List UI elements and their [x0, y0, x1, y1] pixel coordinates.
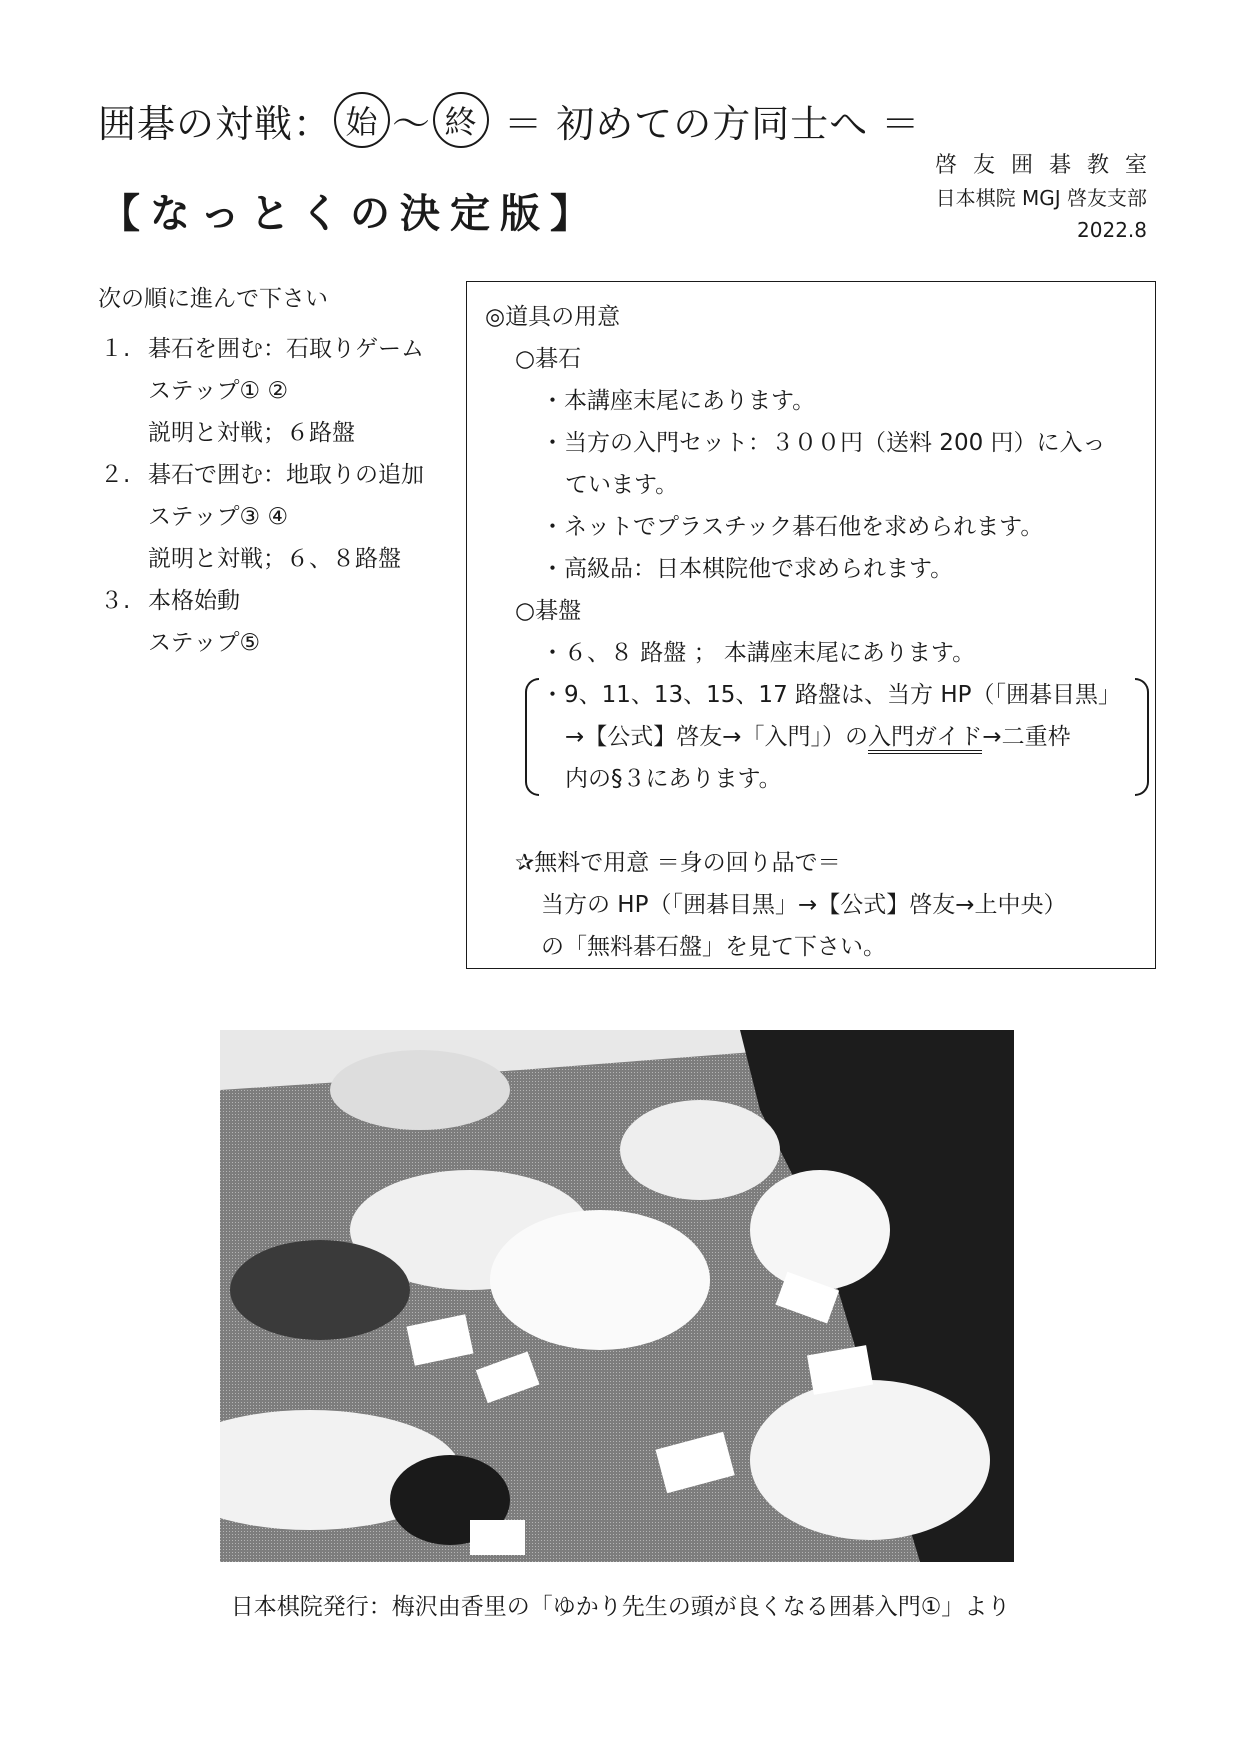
stones-item: ・本講座末尾にあります。 — [541, 388, 816, 414]
tools-box — [466, 281, 1156, 969]
board-note-text: →二重枠 — [982, 724, 1071, 750]
step-2-sub2: 説明と対戦；６、８路盤 — [148, 546, 401, 572]
free-line: 当方の HP（「囲碁目黒」→【公式】啓友→上中央） — [541, 892, 1067, 918]
title-prefix: 囲碁の対戦： — [98, 101, 333, 146]
stones-item: ・高級品：日本棋院他で求められます。 — [541, 556, 954, 582]
step-number: ２. — [100, 462, 131, 488]
stones-item-cont: ています。 — [565, 472, 679, 498]
photo-caption: 日本棋院発行：梅沢由香里の「ゆかり先生の頭が良くなる囲碁入門①」より — [230, 1594, 1011, 1620]
intro-text: 次の順に進んで下さい — [98, 286, 328, 312]
board-item: ・６、８ 路盤 ； 本講座末尾にあります。 — [541, 640, 976, 666]
subtitle: 【なっとくの決定版】 — [100, 191, 600, 237]
stones-heading: ○碁石 — [515, 346, 582, 372]
step-1-sub2: 説明と対戦；６路盤 — [148, 420, 355, 446]
step-number: １. — [100, 336, 131, 362]
issue-date: 2022.8 — [1077, 218, 1147, 242]
photo-illustration — [220, 1030, 1014, 1562]
stones-item: ・当方の入門セット：３００円（送料 200 円）に入っ — [541, 430, 1106, 456]
stones-item: ・ネットでプラスチック碁石他を求められます。 — [541, 514, 1044, 540]
board-note-line — [541, 716, 1145, 758]
board-note-line: ・9、11、13、15、17 路盤は、当方 HP（「囲碁目黒」 — [541, 682, 1121, 708]
free-heading: ✰無料で用意 ＝身の回り品で＝ — [515, 850, 841, 876]
step-2-sub1: ステップ③ ④ — [148, 504, 289, 530]
guide-link[interactable]: 入門ガイド — [868, 724, 982, 754]
step-3 — [100, 580, 424, 622]
title-start-circle: 始 — [334, 92, 390, 148]
step-label: 碁石を囲む：石取りゲーム — [148, 336, 424, 362]
classroom-photo — [220, 1030, 1014, 1562]
step-label: 本格始動 — [148, 588, 240, 614]
branch-name: 日本棋院 MGJ 啓友支部 — [935, 186, 1147, 210]
free-line: の「無料碁石盤」を見て下さい。 — [541, 934, 886, 960]
page-title — [98, 92, 920, 148]
tools-heading: ◎道具の用意 — [485, 304, 621, 330]
steps-list — [100, 328, 424, 664]
title-tilde: ～ — [392, 101, 432, 146]
title-end-circle: 終 — [433, 92, 489, 148]
step-2 — [100, 454, 424, 496]
step-label: 碁石で囲む：地取りの追加 — [148, 462, 424, 488]
step-1 — [100, 328, 424, 370]
step-1-sub1: ステップ① ② — [148, 378, 289, 404]
org-block — [934, 150, 1163, 246]
step-3-sub1: ステップ⑤ — [148, 630, 261, 656]
school-name: 啓友囲碁教室 — [934, 153, 1163, 178]
board-note — [527, 674, 1145, 800]
step-number: ３. — [100, 588, 131, 614]
title-suffix: ＝ 初めての方同士へ ＝ — [491, 101, 921, 146]
board-note-text: →【公式】啓友→「入門」）の — [565, 724, 869, 750]
board-heading: ○碁盤 — [515, 598, 582, 624]
board-note-line: 内の§３にあります。 — [565, 766, 782, 792]
